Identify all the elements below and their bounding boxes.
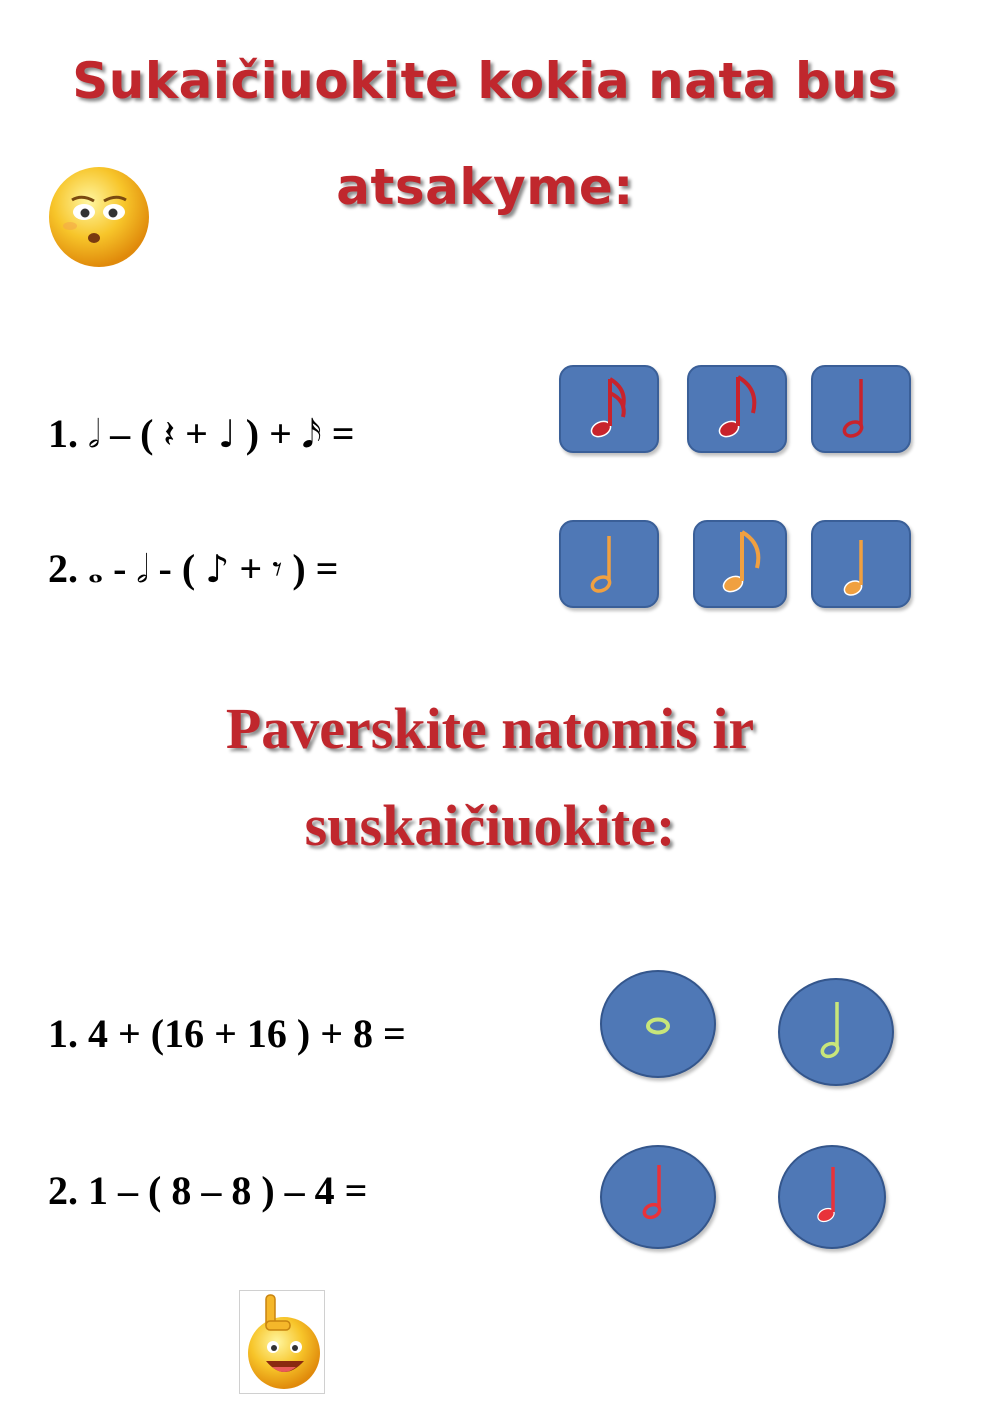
answer-circle-1-2[interactable] — [778, 978, 894, 1086]
sixteenth-note-icon — [561, 367, 657, 451]
answer-tile-1-1[interactable] — [559, 365, 659, 453]
question-2-expression — [48, 545, 338, 592]
half-note-icon — [561, 522, 657, 606]
section2-title-line2: suskaičiuokite: — [304, 793, 676, 858]
eighth-note-icon: ♪ — [205, 547, 230, 591]
eighth-note-icon — [695, 522, 785, 606]
eighth-note-icon — [689, 367, 785, 451]
numeric-question-1: 1. 4 + (16 + 16 ) + 8 = — [48, 1011, 406, 1056]
operator: - ( — [148, 546, 206, 591]
half-note-icon: 𝅗𝅥 — [136, 547, 149, 591]
equals-sign: = — [321, 411, 355, 456]
section1-title-line2: atsakyme: — [336, 158, 634, 216]
whole-note-icon — [602, 972, 714, 1076]
answer-tile-2-3[interactable] — [811, 520, 911, 608]
section1-title-line1: Sukaičiuokite kokia nata bus — [72, 52, 898, 110]
numeric-question-2: 2. 1 – ( 8 – 8 ) – 4 = — [48, 1168, 368, 1213]
half-note-icon — [602, 1147, 714, 1247]
question-1-expression — [48, 410, 354, 457]
sixteenth-note-icon: 𝅘𝅥𝅯 — [301, 412, 322, 456]
answer-tile-2-2[interactable] — [693, 520, 787, 608]
half-note-icon — [813, 367, 909, 451]
half-note-icon — [780, 1147, 884, 1247]
answer-tile-1-2[interactable] — [687, 365, 787, 453]
operator: + — [229, 546, 273, 591]
quarter-rest-icon: 𝄽 — [163, 412, 176, 456]
answer-circle-2-2[interactable] — [778, 1145, 886, 1249]
answer-circle-1-1[interactable] — [600, 970, 716, 1078]
question-number: 1. — [48, 411, 78, 456]
eighth-rest-icon: 𝄾 — [272, 547, 283, 591]
operator: + — [175, 411, 218, 456]
equals-sign: ) = — [282, 546, 339, 591]
operator: ) + — [235, 411, 302, 456]
half-note-icon — [780, 980, 892, 1084]
operator: - — [103, 546, 137, 591]
half-note-icon — [813, 522, 909, 606]
section2-title-line1: Paverskite natomis ir — [225, 696, 755, 761]
question-number: 2. — [48, 546, 78, 591]
answer-tile-2-1[interactable] — [559, 520, 659, 608]
half-note-icon: 𝅗𝅥 — [88, 412, 101, 456]
loser-face-icon — [239, 1290, 325, 1394]
answer-circle-2-1[interactable] — [600, 1145, 716, 1249]
worried-face-icon — [46, 164, 152, 270]
answer-tile-1-3[interactable] — [811, 365, 911, 453]
operator: – ( — [100, 411, 164, 456]
whole-note-icon: 𝅝 — [88, 547, 104, 591]
quarter-note-icon: ♩ — [217, 412, 236, 456]
